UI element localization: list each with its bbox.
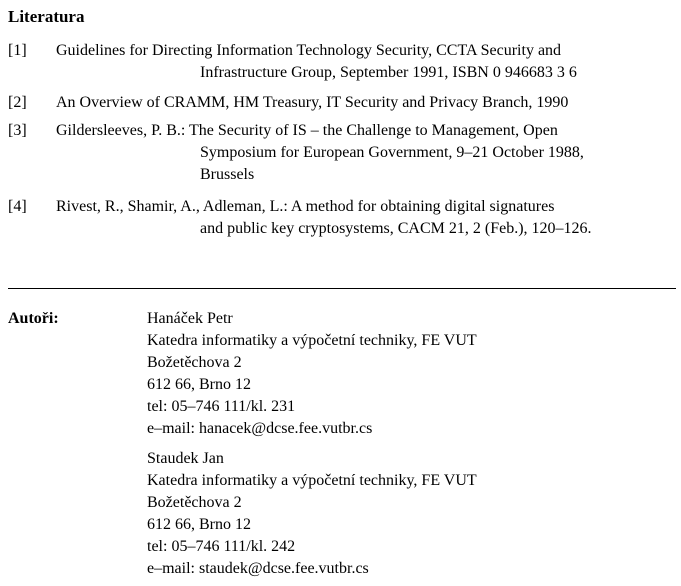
- author-block-1: [147, 308, 477, 440]
- reference-number: [1]: [8, 42, 27, 59]
- authors-label: Autoři:: [8, 310, 59, 327]
- horizontal-divider: [8, 288, 676, 289]
- reference-text: An Overview of CRAMM, HM Treasury, IT Security and Privacy Branch, 1990: [56, 94, 569, 111]
- reference-text-continued: Symposium for European Government, 9–21 October 1988,: [200, 144, 584, 161]
- author-name: Hanáček Petr: [147, 310, 233, 327]
- author-department: Katedra informatiky a výpočetní techniky, FE VUT: [147, 332, 477, 349]
- author-name: Staudek Jan: [147, 450, 224, 467]
- reference-text-continued: and public key cryptosystems, CACM 21, 2 (Feb.), 120–126.: [200, 220, 592, 237]
- author-email: e–mail: staudek@dcse.fee.vutbr.cs: [147, 560, 369, 577]
- author-email: e–mail: hanacek@dcse.fee.vutbr.cs: [147, 420, 373, 437]
- author-phone: tel: 05–746 111/kl. 242: [147, 538, 296, 555]
- author-department: Katedra informatiky a výpočetní techniky, FE VUT: [147, 472, 477, 489]
- reference-text-continued: Brussels: [200, 166, 255, 183]
- author-block-2: [147, 448, 477, 580]
- author-street: Božetěchova 2: [147, 494, 242, 511]
- reference-text: Gildersleeves, P. B.: The Security of IS – the Challenge to Management, Open: [56, 122, 558, 139]
- reference-text: Rivest, R., Shamir, A., Adleman, L.: A method for obtaining digital signatures: [56, 198, 555, 215]
- reference-number: [4]: [8, 198, 27, 215]
- author-city: 612 66, Brno 12: [147, 516, 251, 533]
- reference-text-continued: Infrastructure Group, September 1991, ISBN 0 946683 3 6: [200, 64, 577, 81]
- reference-text: Guidelines for Directing Information Technology Security, CCTA Security and: [56, 42, 562, 59]
- author-city: 612 66, Brno 12: [147, 376, 251, 393]
- author-street: Božetěchova 2: [147, 354, 242, 371]
- section-heading: Literatura: [8, 7, 85, 26]
- reference-number: [2]: [8, 94, 27, 111]
- reference-number: [3]: [8, 122, 27, 139]
- author-phone: tel: 05–746 111/kl. 231: [147, 398, 296, 415]
